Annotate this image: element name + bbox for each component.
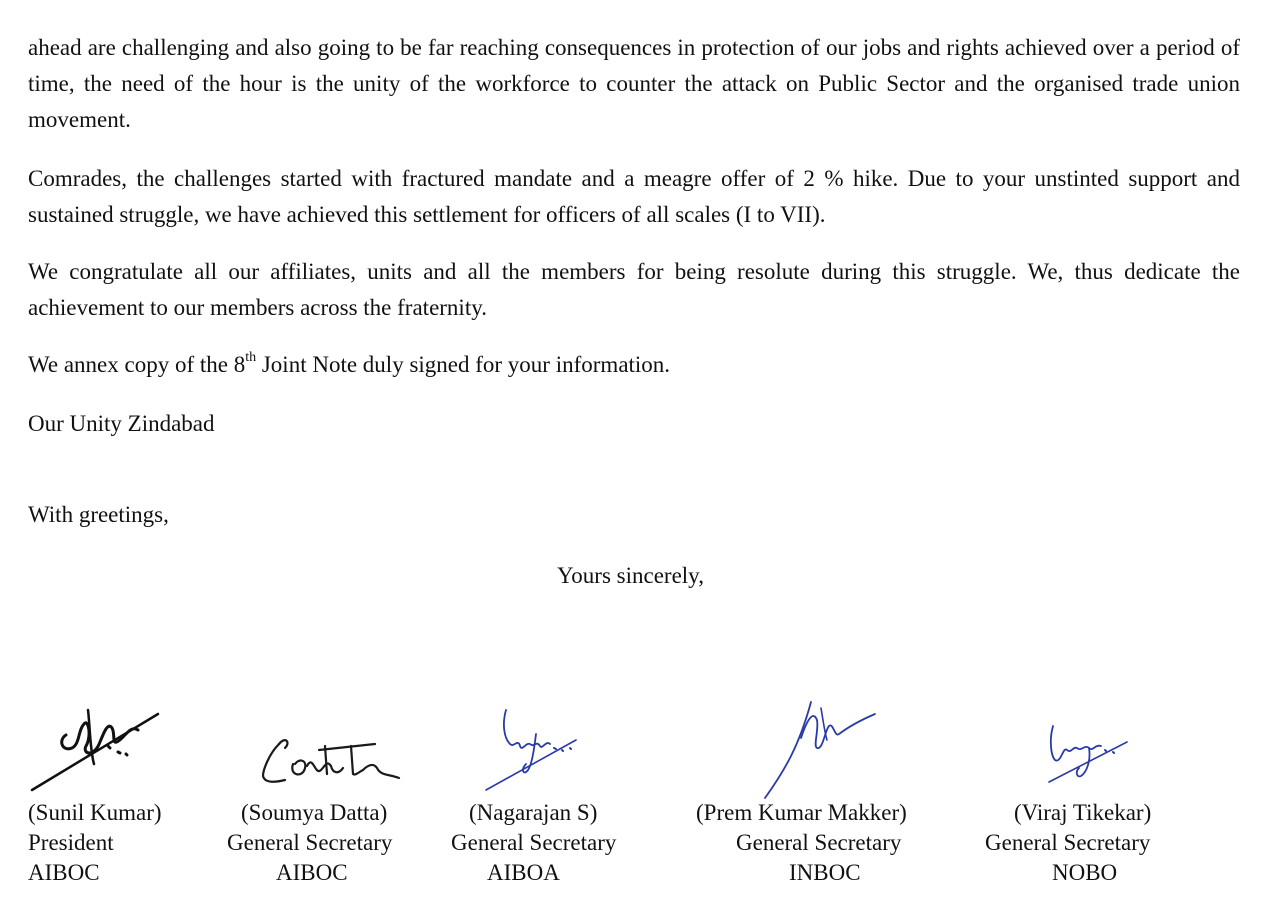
signatory-name: (Sunil Kumar) xyxy=(28,800,162,825)
signatory-title: General Secretary xyxy=(227,830,393,855)
closing: Yours sincerely, xyxy=(557,563,704,588)
slogan: Our Unity Zindabad xyxy=(28,411,215,436)
signatory-org: NOBO xyxy=(1052,860,1118,885)
signatory-org: AIBOC xyxy=(276,860,348,885)
signatory-org: AIBOA xyxy=(487,860,560,885)
signatory-viraj-tikekar xyxy=(985,798,1150,888)
paragraph-continuation: ahead are challenging and also going to be far reaching consequences in protection of our jobs and rights achieved over a period of time, the need of the hour is the unity of the workforce to counter the attack on Public Sector and the organised trade union movement. xyxy=(28,35,1240,132)
signature-nagarajan-s xyxy=(480,690,590,800)
signatory-name: (Prem Kumar Makker) xyxy=(696,800,907,825)
paragraph-challenges: Comrades, the challenges started with fractured mandate and a meagre offer of 2 % hike. Due to your unstinted support and sustained struggle, we have achieved this settlement for officers of all scales (I to VII). xyxy=(28,166,1240,227)
signatory-org: INBOC xyxy=(789,860,861,885)
signatory-title: General Secretary xyxy=(451,830,617,855)
signatory-nagarajan-s xyxy=(451,798,616,888)
annex-text-start: We annex copy of the 8 xyxy=(28,352,246,377)
paragraph-annex xyxy=(28,347,670,383)
signature-soumya-datta xyxy=(255,690,405,800)
signatory-name: (Soumya Datta) xyxy=(241,800,388,825)
signatory-name: (Viraj Tikekar) xyxy=(1014,800,1152,825)
signature-viraj-tikekar xyxy=(1035,690,1135,800)
signatory-title: President xyxy=(28,830,114,855)
signatory-sunil-kumar xyxy=(28,798,162,888)
signatory-title: General Secretary xyxy=(736,830,902,855)
signature-prem-kumar-makker xyxy=(755,690,885,800)
annex-superscript: th xyxy=(245,350,257,366)
signatory-prem-kumar-makker xyxy=(696,798,907,888)
signatory-name: (Nagarajan S) xyxy=(469,800,598,825)
signatory-soumya-datta xyxy=(227,798,392,888)
annex-text-end: Joint Note duly signed for your information. xyxy=(256,352,671,377)
signatory-org: AIBOC xyxy=(28,860,100,885)
greeting: With greetings, xyxy=(28,502,169,527)
paragraph-congratulations: We congratulate all our affiliates, units and all the members for being resolute during this struggle. We, thus dedicate the achievement to our members across the fraternity. xyxy=(28,259,1240,320)
signatory-title: General Secretary xyxy=(985,830,1151,855)
signature-sunil-kumar xyxy=(28,690,168,800)
